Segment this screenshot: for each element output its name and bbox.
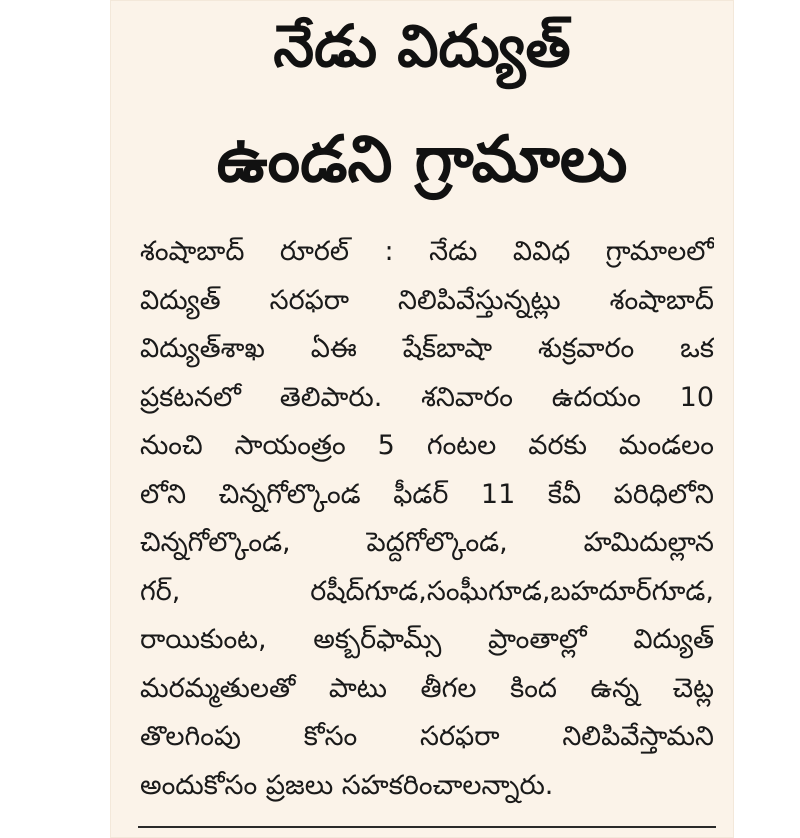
headline-line-2: ఉండని గ్రామాలు xyxy=(216,123,628,197)
body-line: లోని చిన్నగోల్కొండ ఫీడర్ 11 కేవీ పరిధిలోని xyxy=(140,478,714,510)
body-line: విద్యుత్ సరఫరా నిలిపివేస్తున్నట్లు శంషాబాద్ xyxy=(140,284,714,316)
newspaper-clipping xyxy=(110,0,734,838)
body-line: నుంచి సాయంత్రం 5 గంటల వరకు మండలం xyxy=(140,430,714,461)
body-line: విద్యుత్‌శాఖ ఏఈ షేక్‌బాషా శుక్రవారం ఒక xyxy=(140,333,714,364)
headline-line-1: నేడు విద్యుత్ xyxy=(273,12,571,80)
body-line: గర్, రషీద్‌గూడ,సంఘీగూడ,బహదూర్‌గూడ, xyxy=(140,575,714,607)
article-body xyxy=(140,228,714,810)
body-line: అందుకోసం ప్రజలు సహకరించాలన్నారు. xyxy=(140,769,554,801)
body-line: రాయికుంట, అక్బర్‌ఫామ్స్ ప్రాంతాల్లో విద్యుత్ xyxy=(140,624,714,655)
body-line: ప్రకటనలో తెలిపారు. శనివారం ఉదయం 10 xyxy=(140,381,714,413)
body-line: శంషాబాద్ రూరల్ : నేడు వివిధ గ్రామాలలో xyxy=(140,236,714,267)
body-line: తొలగింపు కోసం సరఫరా నిలిపివేస్తామని xyxy=(140,721,714,752)
body-line: చిన్నగోల్కొండ, పెద్దగోల్కొండ, హమిదుల్లాన xyxy=(140,527,714,558)
body-line: మరమ్మతులతో పాటు తీగల కింద ఉన్న చెట్ల xyxy=(140,672,714,704)
bottom-divider xyxy=(138,826,716,828)
